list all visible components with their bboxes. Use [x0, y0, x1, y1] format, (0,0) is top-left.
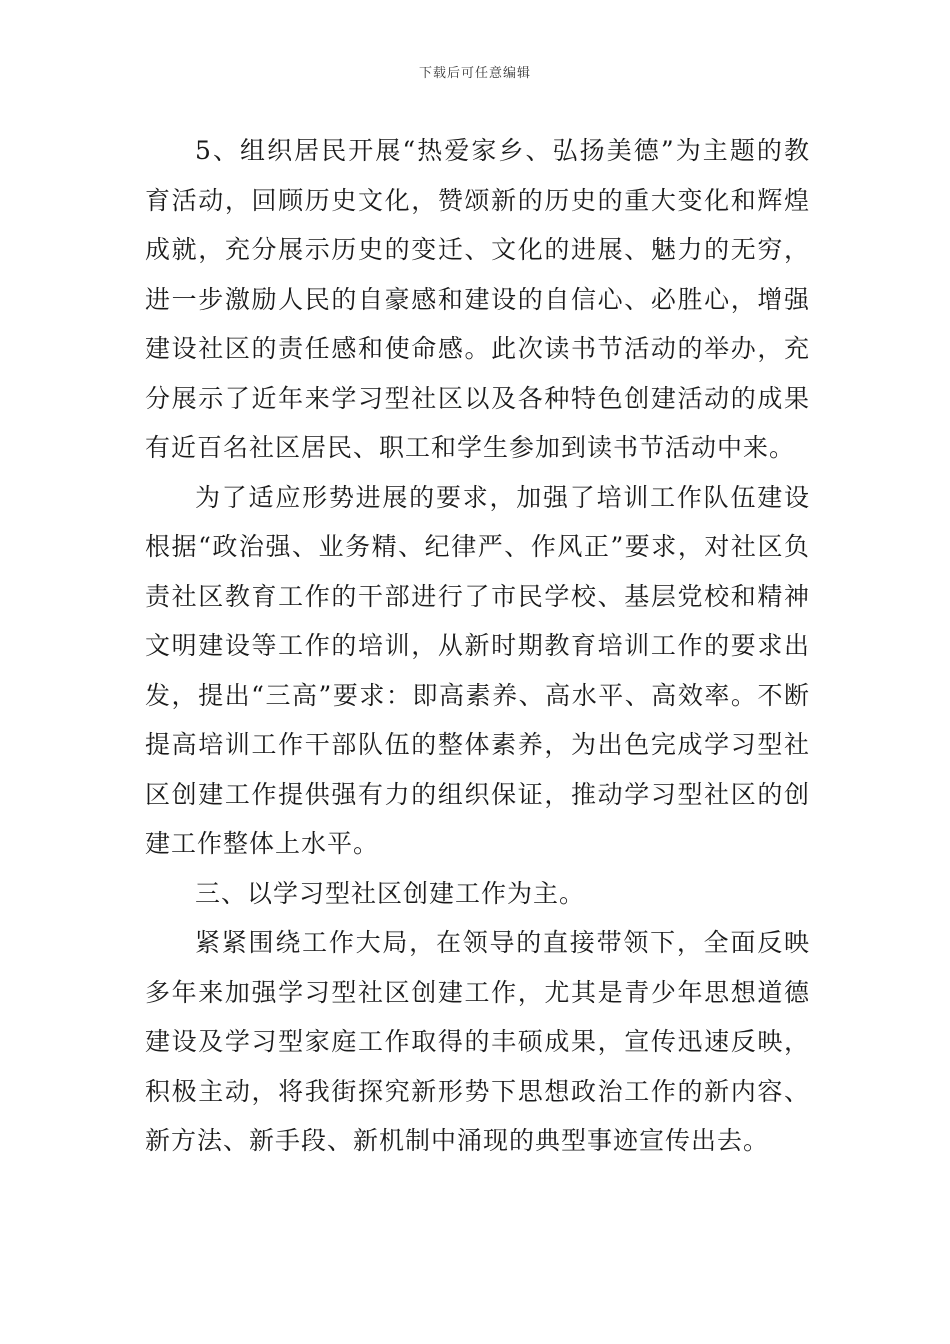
paragraph-reading-festival: 5、组织居民开展“热爱家乡、弘扬美德”为主题的教育活动，回顾历史文化，赞颂新的历史的重大变化和辉煌成就，充分展示历史的变迁、文化的进展、魅力的无穷，进一步激励人民的自豪感和建设的自信心、必胜心，增强建设社区的责任感和使命感。此次读书节活动的举办，充分展示了近年来学习型社区以及各种特色创建活动的成果有近百名社区居民、职工和学生参加到读书节活动中来。 — [145, 136, 810, 462]
paragraph-training: 为了适应形势进展的要求，加强了培训工作队伍建设根据“政治强、业务精、纪律严、作风正”要求，对社区负责社区教育工作的干部进行了市民学校、基层党校和精神文明建设等工作的培训，从新时期教育培训工作的要求出发，提出“三高”要求：即高素养、高水平、高效率。不断提高培训工作干部队伍的整体素养，为出色完成学习型社区创建工作提供强有力的组织保证，推动学习型社区的创建工作整体上水平。 — [145, 482, 810, 858]
section-heading-three: 三、以学习型社区创建工作为主。 — [195, 878, 586, 908]
paragraph-publicity: 紧紧围绕工作大局，在领导的直接带领下，全面反映多年来加强学习型社区创建工作，尤其是青少年思想道德建设及学习型家庭工作取得的丰硕成果，宣传迅速反映，积极主动，将我街探究新形势下思想政治工作的新内容、新方法、新手段、新机制中涌现的典型事迹宣传出去。 — [145, 928, 810, 1155]
document-body — [145, 126, 810, 1166]
header-note: 下载后可任意编辑 — [418, 66, 531, 81]
